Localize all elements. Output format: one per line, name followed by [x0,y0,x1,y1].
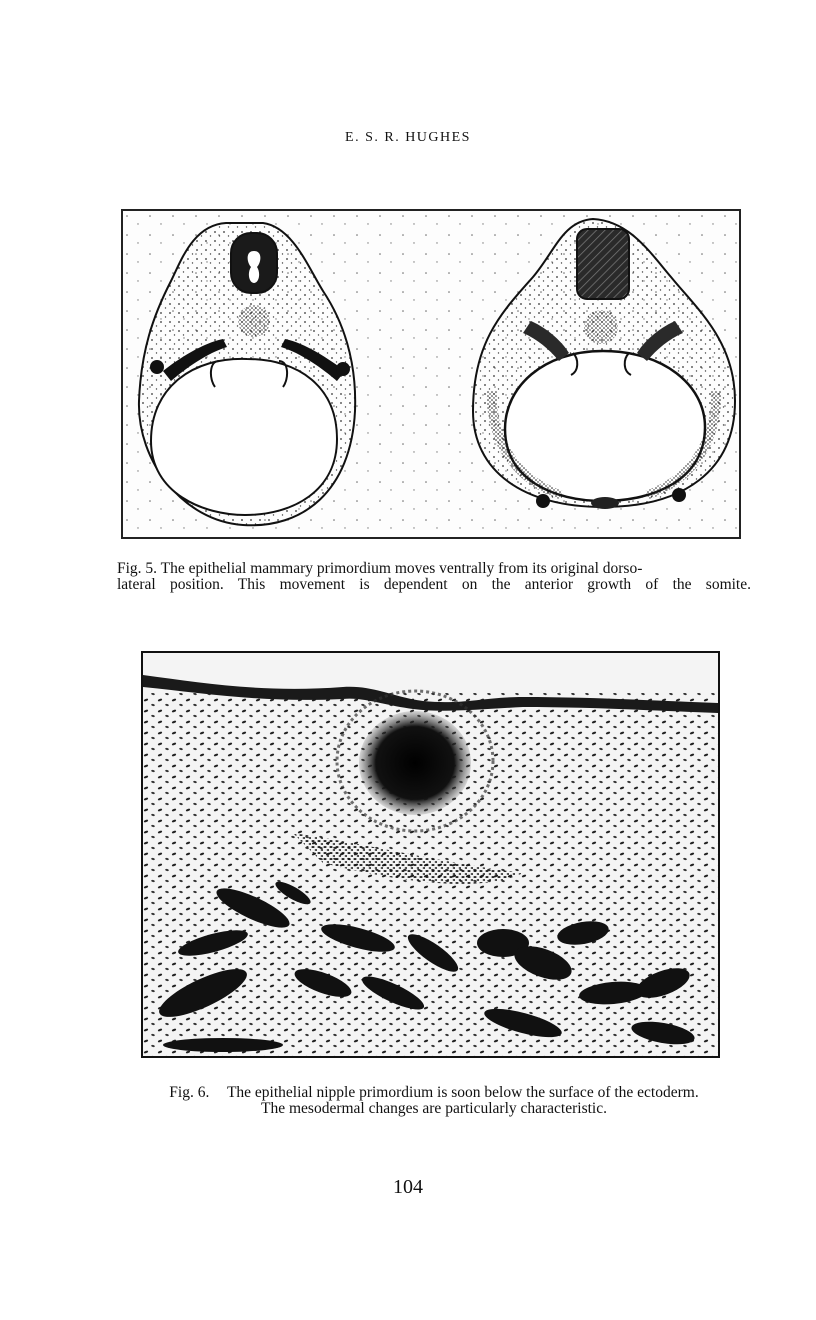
figure-6-caption-line-2: The mesodermal changes are particularly characteristic. [261,1100,607,1117]
figure-5-caption-line-2: lateral position. This movement is dependent on the anterior growth of the somite. [117,576,751,593]
figure-6-caption-line-1: The epithelial nipple primordium is soon below the surface of the ectoderm. [226,1084,699,1101]
figure-6-caption [117,1085,751,1117]
running-head: E. S. R. HUGHES [345,130,471,145]
figure-5-caption [117,561,751,593]
figure-5-label: Fig. 5. [117,560,158,577]
figure-5-drawing [121,209,741,539]
figure-6-micrograph [141,651,720,1058]
figure-5-caption-line-1: The epithelial mammary primordium moves ventrally from its original dorso- [160,560,643,577]
figure-6-label: Fig. 6. [169,1084,210,1101]
page-number: 104 [393,1176,423,1198]
